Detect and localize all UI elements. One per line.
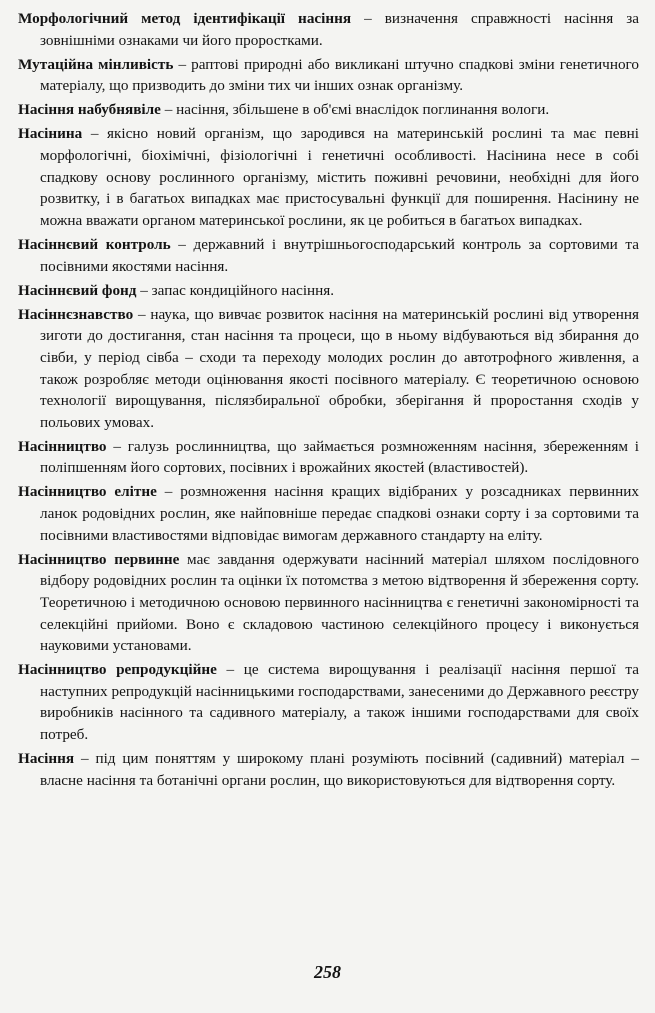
glossary-entry [18,234,639,277]
entry-term: Насінництво [18,437,107,455]
entry-term: Морфологічний метод ідентифікації насіння [18,10,352,27]
glossary-entry [18,436,639,479]
entry-definition: – наука, що вивчає розвиток насіння на материнській рослині від утворення зиготи до достигання, стан насіння та процеси, що в ньому відбуваються від збирання до сівби, у період сівба – сходи та переходу молодих рослин до автотрофного живлення, а також розробляє методи оцінювання якості посівного матеріалу. Є теоретичною основою технології вирощування, післязбиральної обробки, зберігання й проростання сходів у польових умовах. [40,305,639,431]
entry-term: Насіння [18,750,75,768]
entry-definition: – якісно новий організм, що зародився на материнській рослині та має певні морфологічні, біохімічні, фізіологічні і генетичні особливості. Насінина несе в собі спадкову основу рослинного організму, містить поживні речовини, необхідні для його розвитку, і в багатьох випадках має пристосувальні функції для поширення. Насінину не можна вважати органом материнської рослини, як це робиться в багатьох випадках. [40,125,639,229]
glossary-entry [18,280,639,302]
entry-term: Насіннєзнавство [18,305,134,323]
entry-definition: – під цим поняттям у широкому плані розуміють посівний (садивний) матеріал – власне насіння та ботанічні органи рослин, що використовуються для відтворення сорту. [40,750,639,789]
glossary-entry [18,549,639,657]
entry-definition: – визначення справжності насіння за зовнішніми ознаками чи його проростками. [40,10,639,49]
glossary-entry [18,99,639,121]
entry-definition: – розмноження насіння кращих відібраних у розсадниках первинних ланок родовідних рослин, яке найповніше передає спадкові ознаки сорту і за сортовими та посівними властивостями відповідає вимогам державного стандарту на еліту. [40,483,639,544]
glossary-entry [18,8,639,51]
entry-term: Насінництво первинне [18,550,180,568]
entry-term: Насінина [18,125,83,143]
entry-term: Насіннєвий контроль [18,235,171,253]
entry-definition: – раптові природні або викликані штучно спадкові зміни генетичного матеріалу, що призводить до зміни тих чи інших ознак організму. [40,55,639,95]
page-number: 258 [314,962,341,982]
entry-definition: – це система вирощування і реалізації насіння першої та наступних репродукцій насінницькими господарствами, занесеними до Державного реєстру виробників насінного та садивного матеріалу, а також іншими господарствами для своїх потреб. [40,661,639,743]
entry-term: Насіння набубнявіле [18,101,161,119]
glossary-entry [18,123,639,231]
entry-term: Насіннєвий фонд [18,281,137,299]
glossary-entry [18,54,639,97]
entry-term: Насінництво елітне [18,483,157,501]
entry-definition: – запас кондиційного насіння. [136,281,335,299]
glossary-entry [18,304,639,434]
glossary-entry [18,481,639,546]
entry-term: Насінництво репродукційне [18,661,217,679]
glossary-entry [18,659,639,745]
entry-term: Мутаційна мінливість [18,55,174,73]
entry-definition: – насіння, збільшене в об'ємі внаслідок поглинання вологи. [160,101,550,119]
entry-definition: – державний і внутрішньогосподарський контроль за сортовими та посівними якостями насіння. [40,235,639,275]
glossary-entry [18,748,639,791]
glossary-entries [18,8,639,791]
entry-definition: має завдання одержувати насінний матеріал шляхом послідовного відбору родовідних рослин та оцінки їх потомства з метою відтворення й збереження сорту. Теоретичною і методичною основою первинного насінництва є генетичні закономірності та селекційні прийоми. Воно є складовою частиною селекційного процесу і виконується науковими установами. [40,550,639,655]
entry-definition: – галузь рослинництва, що займається розмноженням насіння, збереженням і поліпшенням його сортових, посівних і врожайних якостей (властивостей). [40,437,639,477]
